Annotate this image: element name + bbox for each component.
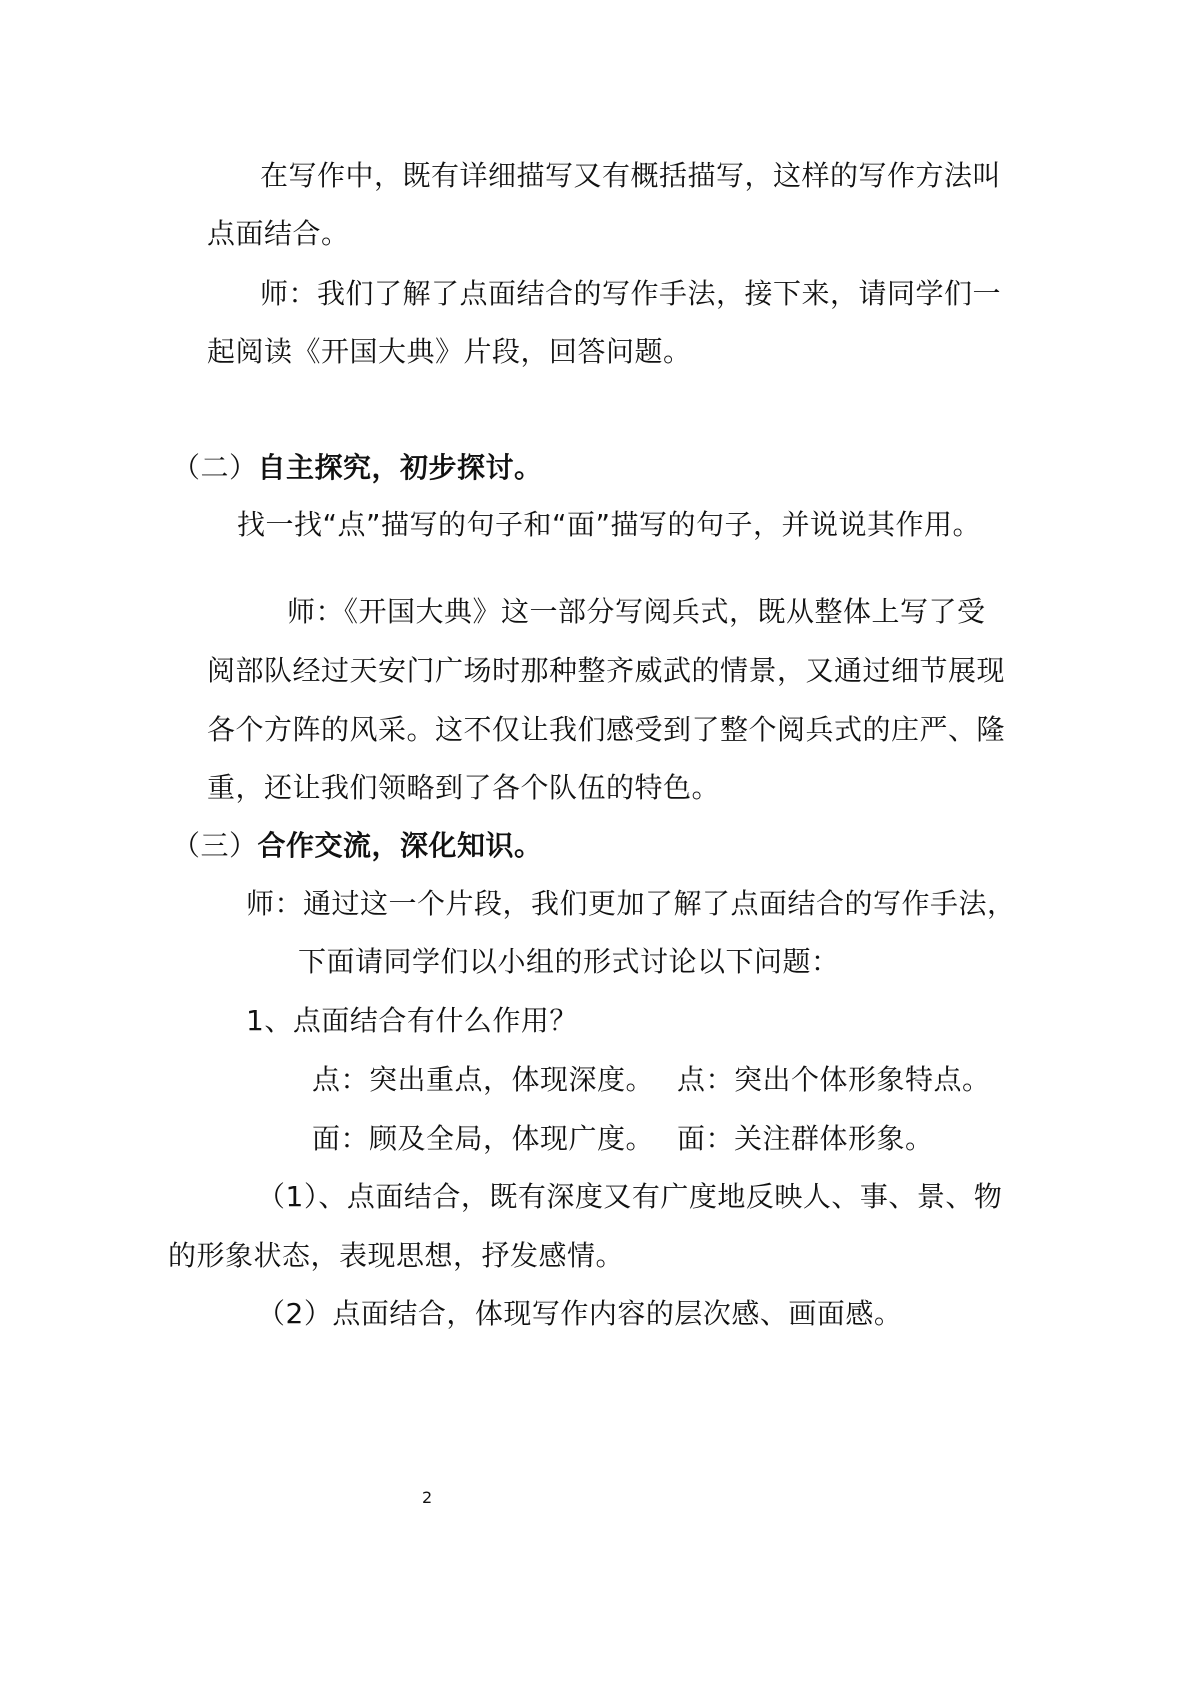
surface-description-left: 面：顾及全局，体现广度。 [312,1122,655,1155]
page-number: 2 [422,1488,433,1507]
paragraph-2-line-1: 师：我们了解了点面结合的写作手法，接下来，请同学们一 [260,277,1002,310]
section-2-teacher-line-4: 重，还让我们领略到了各个队伍的特色。 [207,771,721,804]
section-2-teacher-line-2: 阅部队经过天安门广场时那种整齐威武的情景，又通过细节展现 [207,654,1006,687]
section-3-heading [172,826,543,866]
paragraph-1-line-1: 在写作中，既有详细描写又有概括描写，这样的写作方法叫 [260,159,1002,192]
question-1: 1、点面结合有什么作用？ [246,1004,578,1037]
paragraph-2-line-2: 起阅读《开国大典》片段，回答问题。 [207,335,692,368]
section-3-teacher-line-2: 下面请同学们以小组的形式讨论以下问题： [298,945,840,978]
paragraph-1-line-2: 点面结合。 [207,217,350,250]
surface-description-right: 面：关注群体形象。 [677,1122,934,1155]
section-2-heading [172,448,543,488]
point-description-left: 点：突出重点，体现深度。 [312,1063,655,1096]
point-description-right: 点：突出个体形象特点。 [677,1063,991,1096]
answer-2: （2）点面结合，体现写作内容的层次感、画面感。 [257,1297,903,1330]
section-2-task: 找一找“点”描写的句子和“面”描写的句子，并说说其作用。 [237,508,982,541]
section-3-heading-text: 合作交流，深化知识。 [257,829,543,862]
section-3-teacher-line-1: 师：通过这一个片段，我们更加了解了点面结合的写作手法， [246,887,1016,920]
answer-1-line-1: （1）、点面结合，既有深度又有广度地反映人、事、景、物 [257,1180,1003,1213]
section-2-heading-text: 自主探究，初步探讨。 [257,451,543,484]
section-3-heading-prefix: （三） [172,829,258,862]
section-2-teacher-line-3: 各个方阵的风采。这不仅让我们感受到了整个阅兵式的庄严、隆 [207,713,1006,746]
section-2-teacher-line-1: 师：《开国大典》这一部分写阅兵式，既从整体上写了受 [287,595,986,628]
section-2-heading-prefix: （二） [172,451,258,484]
answer-1-line-2: 的形象状态，表现思想，抒发感情。 [168,1239,625,1272]
